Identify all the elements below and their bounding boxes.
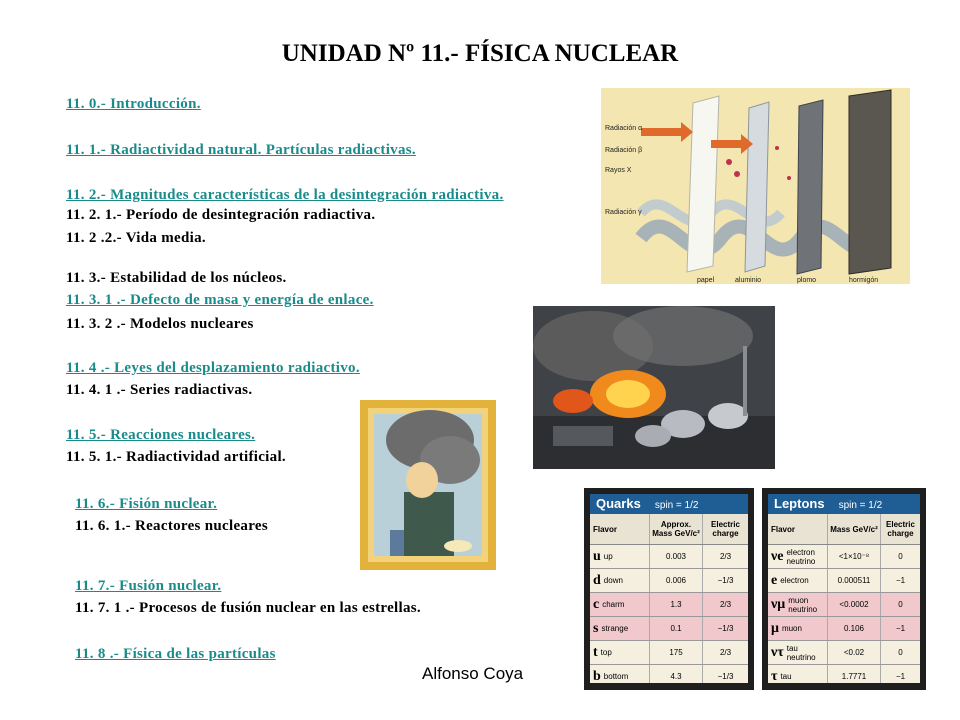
table-row: τ tau 1.7771 −1 (768, 665, 920, 683)
table-row: c charm 1.3 2/3 (590, 593, 748, 617)
toc-item-11-6[interactable]: 11. 6.- Fisión nuclear. (75, 496, 218, 512)
quarks-table (584, 488, 754, 690)
table-row: d down 0.006 −1/3 (590, 569, 748, 593)
table-row: b bottom 4.3 −1/3 (590, 665, 748, 683)
toc-item-11-2-1: 11. 2. 1.- Período de desintegración radiactiva. (66, 207, 376, 223)
toc-item-11-1[interactable]: 11. 1.- Radiactividad natural. Partículas radiactivas. (66, 142, 416, 158)
table-row: s strange 0.1 −1/3 (590, 617, 748, 641)
page-title: UNIDAD Nº 11.- FÍSICA NUCLEAR (281, 40, 679, 67)
label-gamma: Radiación γ (605, 209, 642, 216)
leptons-table (762, 488, 926, 690)
label-paper: papel (697, 277, 715, 284)
table-row: u up 0.003 2/3 (590, 545, 748, 569)
table-row: t top 175 2/3 (590, 641, 748, 665)
table-row: e electron 0.000511 −1 (768, 569, 920, 593)
radiation-penetration-figure (601, 88, 910, 284)
table-row: νμ muon neutrino <0.0002 0 (768, 593, 920, 617)
plant-fire-photo (533, 306, 775, 469)
toc-item-11-2-2: 11. 2 .2.- Vida media. (66, 230, 206, 246)
label-concrete: hormigón (849, 277, 879, 284)
toc-item-11-3-1[interactable]: 11. 3. 1 .- Defecto de masa y energía de enlace. (66, 292, 374, 308)
table-row: μ muon 0.106 −1 (768, 617, 920, 641)
quarks-table-columns: Flavor Approx. Mass GeV/c² Electric charge (590, 514, 748, 545)
label-xray: Rayos X (605, 167, 632, 174)
label-alpha: Radiación α (605, 125, 643, 132)
leptons-table-columns: Flavor Mass GeV/c² Electric charge (768, 514, 920, 545)
toc-item-11-6-1: 11. 6. 1.- Reactores nucleares (75, 518, 268, 534)
toc-item-11-4-1: 11. 4. 1 .- Series radiactivas. (66, 382, 253, 398)
toc-item-11-0[interactable]: 11. 0.- Introducción. (66, 96, 201, 112)
toc-item-11-2[interactable]: 11. 2.- Magnitudes características de la desintegración radiactiva. (66, 187, 504, 203)
label-beta: Radiación β (605, 147, 643, 154)
framed-portrait-image (360, 400, 496, 570)
table-row: ντ tau neutrino <0.02 0 (768, 641, 920, 665)
toc-item-11-3: 11. 3.- Estabilidad de los núcleos. (66, 270, 287, 286)
toc-item-11-5[interactable]: 11. 5.- Reacciones nucleares. (66, 427, 256, 443)
toc-item-11-5-1: 11. 5. 1.- Radiactividad artificial. (66, 449, 286, 465)
footer-author: Alfonso Coya (422, 664, 524, 683)
toc-item-11-8[interactable]: 11. 8 .- Física de las partículas (75, 646, 276, 662)
table-row: νe electron neutrino <1×10⁻⁸ 0 (768, 545, 920, 569)
leptons-table-header: Leptons spin = 1/2 (768, 494, 920, 514)
toc-item-11-7-1: 11. 7. 1 .- Procesos de fusión nuclear en las estrellas. (75, 600, 421, 616)
toc-item-11-3-2: 11. 3. 2 .- Modelos nucleares (66, 316, 254, 332)
label-aluminium: aluminio (735, 277, 762, 284)
label-lead: plomo (797, 277, 817, 284)
quarks-table-header: Quarks spin = 1/2 (590, 494, 748, 514)
toc-item-11-4[interactable]: 11. 4 .- Leyes del desplazamiento radiactivo. (66, 360, 360, 376)
toc-item-11-7[interactable]: 11. 7.- Fusión nuclear. (75, 578, 222, 594)
